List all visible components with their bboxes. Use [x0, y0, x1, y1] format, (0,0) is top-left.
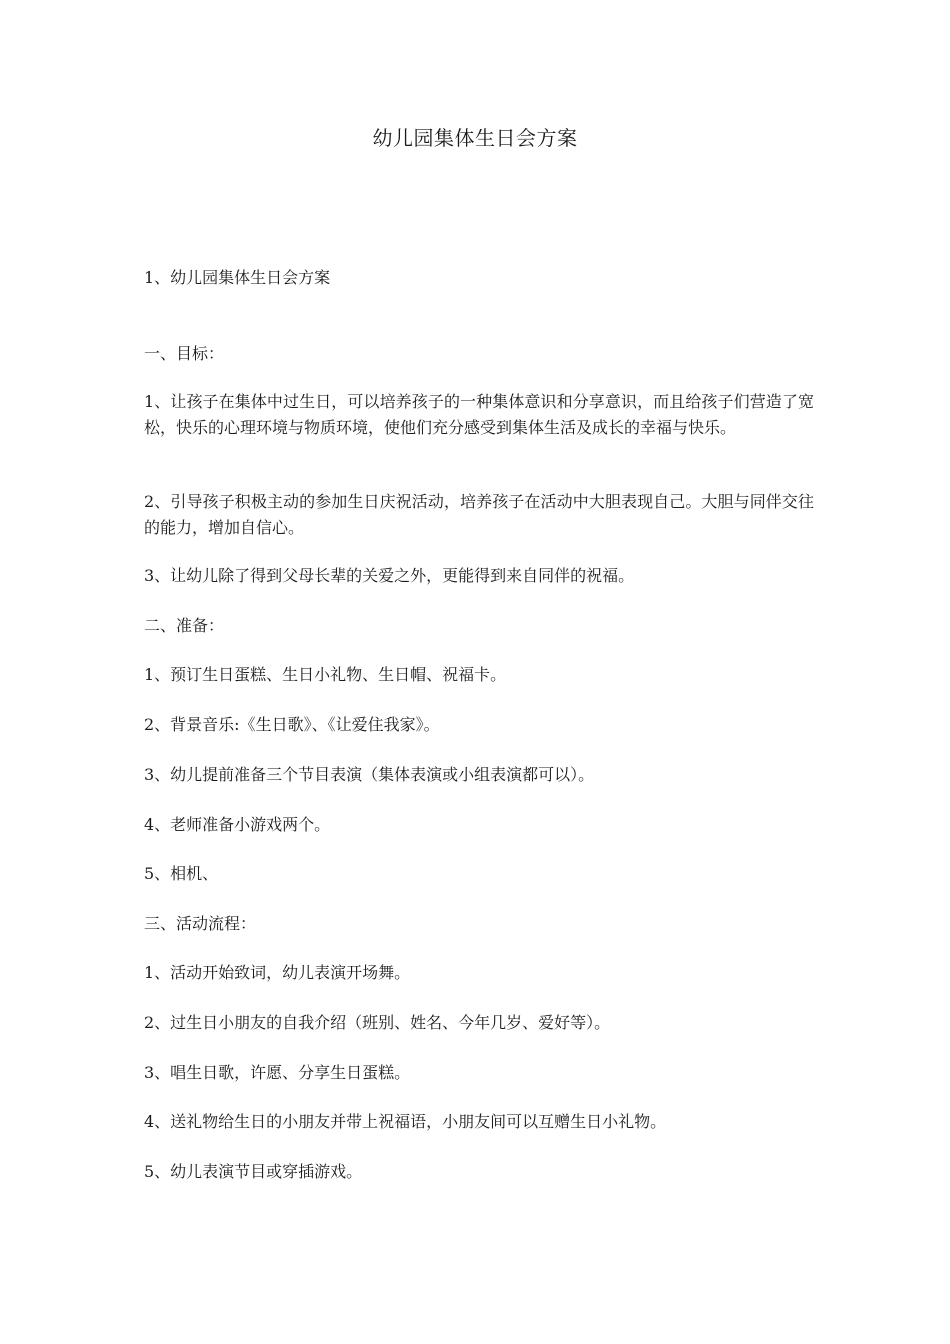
preparation-item-5: 5、相机、 — [144, 864, 219, 883]
document-title: 幼儿园集体生日会方案 — [372, 126, 578, 150]
process-item-4: 4、送礼物给生日的小朋友并带上祝福语，小朋友间可以互赠生日小礼物。 — [144, 1112, 667, 1131]
preparation-item-4: 4、老师准备小游戏两个。 — [144, 815, 331, 834]
section-heading-process: 三、活动流程： — [144, 914, 257, 933]
process-item-1: 1、活动开始致词，幼儿表演开场舞。 — [144, 963, 411, 982]
process-item-3: 3、唱生日歌，许愿、分享生日蛋糕。 — [144, 1063, 411, 1082]
document-subtitle: 1、幼儿园集体生日会方案 — [144, 268, 331, 287]
section-heading-preparation: 二、准备： — [144, 616, 225, 635]
preparation-item-3: 3、幼儿提前准备三个节目表演（集体表演或小组表演都可以）。 — [144, 765, 595, 784]
process-item-2: 2、过生日小朋友的自我介绍（班别、姓名、今年几岁、爱好等）。 — [144, 1013, 611, 1032]
process-item-5: 5、幼儿表演节目或穿插游戏。 — [144, 1162, 363, 1181]
preparation-item-2: 2、背景音乐:《生日歌》、《让爱住我家》。 — [144, 715, 440, 734]
goal-item-2: 2、引导孩子积极主动的参加生日庆祝活动，培养孩子在活动中大胆表现自己。大胆与同伴交往的能力，增加自信心。 — [144, 492, 814, 537]
preparation-item-1: 1、预订生日蛋糕、生日小礼物、生日帽、祝福卡。 — [144, 665, 507, 684]
goal-item-3: 3、让幼儿除了得到父母长辈的关爱之外，更能得到来自同伴的祝福。 — [144, 566, 635, 585]
goal-item-1: 1、让孩子在集体中过生日，可以培养孩子的一种集体意识和分享意识，而且给孩子们营造了宽松，快乐的心理环境与物质环境，使他们充分感受到集体生活及成长的幸福与快乐。 — [144, 392, 814, 437]
section-heading-goals: 一、目标： — [144, 344, 225, 363]
